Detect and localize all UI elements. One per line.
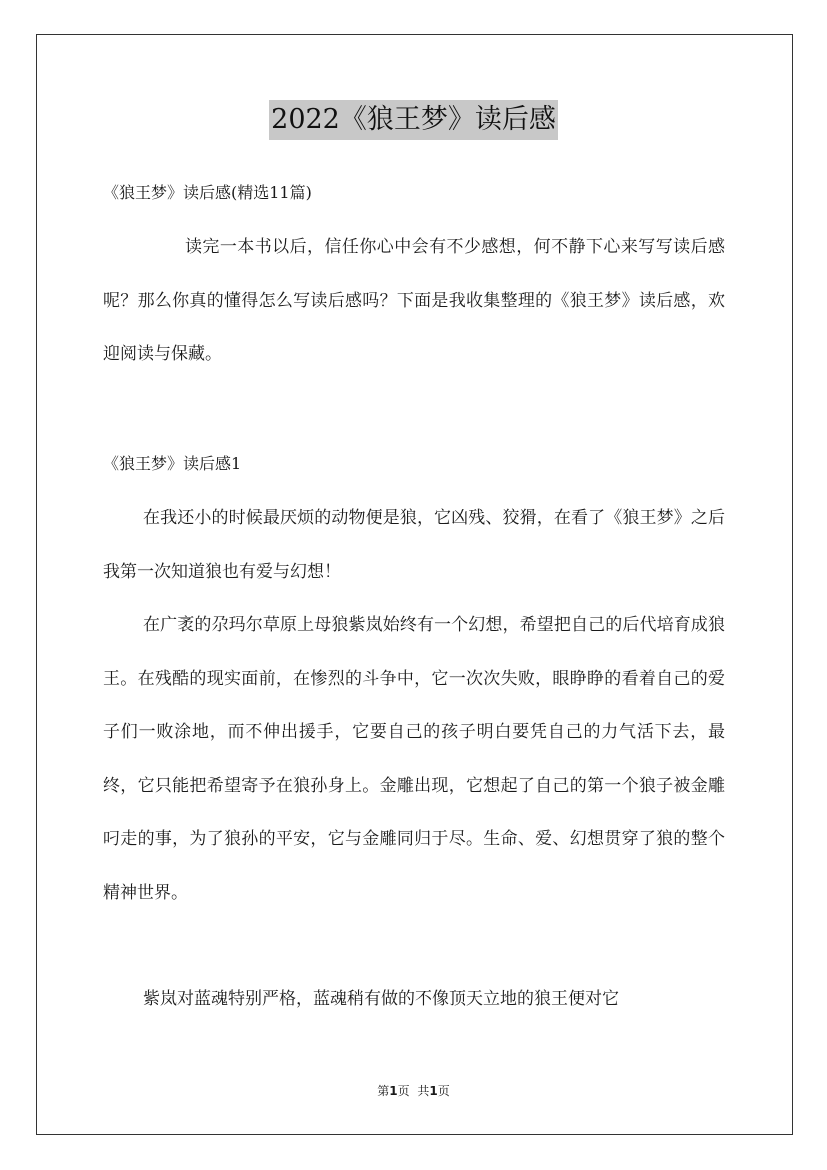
title-container <box>0 100 827 140</box>
section-heading: 《狼王梦》读后感1 <box>103 454 242 473</box>
body-paragraph: 紫岚对蓝魂特别严格，蓝魂稍有做的不像顶天立地的狼王便对它 <box>143 989 619 1009</box>
footer-page-prefix: 第 <box>377 1084 390 1098</box>
footer-page-number: 1 <box>389 1084 398 1098</box>
footer-total-prefix: 共 <box>417 1084 430 1098</box>
footer-total-suffix: 页 <box>437 1084 450 1098</box>
intro-paragraph: 读完一本书以后，信任你心中会有不少感想，何不静下心来写写读后感呢？那么你真的懂得怎么写读后感吗？下面是我收集整理的《狼王梦》读后感，欢迎阅读与保藏。 <box>103 237 725 364</box>
footer-page-suffix: 页 <box>397 1084 410 1098</box>
footer-total-number: 1 <box>429 1084 438 1098</box>
body-paragraph: 在广袤的尕玛尔草原上母狼紫岚始终有一个幻想，希望把自己的后代培育成狼王。在残酷的现实面前，在惨烈的斗争中，它一次次失败，眼睁睁的看着自己的爱子们一败涂地，而不伸出援手，它要自己的孩子明白要凭自己的力气活下去，最终，它只能把希望寄予在狼孙身上。金雕出现，它想起了自己的第一个狼子被金雕叼走的事，为了狼孙的平安，它与金雕同归于尽。生命、爱、幻想贯穿了狼的整个精神世界。 <box>103 615 725 903</box>
body-paragraph: 在我还小的时候最厌烦的动物便是狼，它凶残、狡猾，在看了《狼王梦》之后我第一次知道狼也有爱与幻想！ <box>103 508 725 582</box>
document-subtitle: 《狼王梦》读后感(精选11篇) <box>103 183 312 202</box>
page-footer <box>0 1082 827 1100</box>
document-title: 2022《狼王梦》读后感 <box>269 100 558 140</box>
